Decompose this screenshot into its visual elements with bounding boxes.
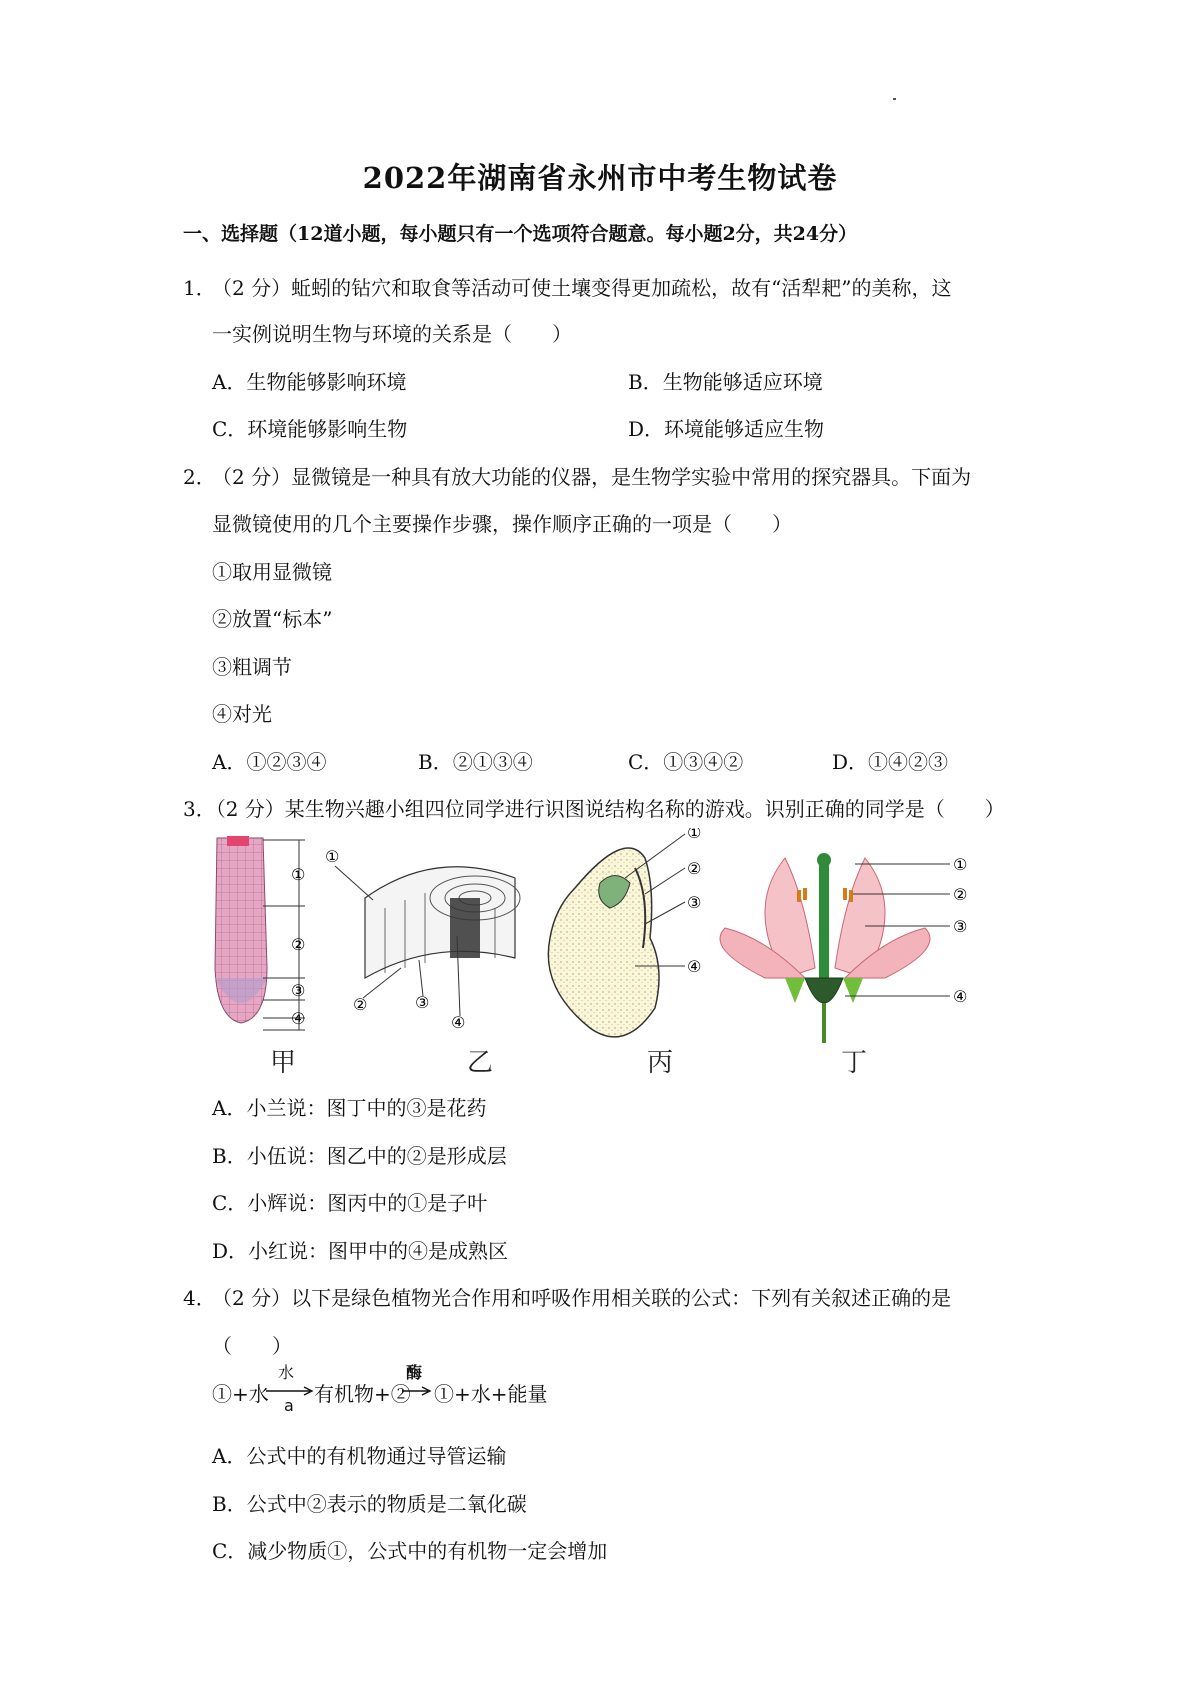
q4-stem-line2: （ ） [212, 1334, 292, 1358]
q3-option-a: A．小兰说：图丁中的③是花药 [212, 1096, 487, 1120]
bing-mark-4: ④ [687, 957, 702, 976]
scan-dot [893, 98, 896, 100]
yi-mark-4: ④ [451, 1013, 466, 1032]
q1-option-b: B．生物能够适应环境 [628, 370, 823, 394]
q1-stem-line1: （2 分）蚯蚓的钻穴和取食等活动可使土壤变得更加疏松，故有“活犁耙”的美称，这 [212, 276, 952, 300]
figure-label-ding: 丁 [841, 1048, 868, 1078]
arrow-icon [402, 1386, 432, 1396]
ding-mark-1: ① [953, 855, 968, 874]
q2-step-3: ③粗调节 [212, 655, 292, 679]
figure-jia-root-tip [215, 836, 305, 1030]
section-heading: 一、选择题（12道小题，每小题只有一个选项符合题意。每小题2分，共24分） [183, 223, 858, 245]
q2-stem-line2: 显微镜使用的几个主要操作步骤，操作顺序正确的一项是（ ） [212, 512, 792, 536]
q2-option-c: C．①③④② [628, 750, 744, 774]
formula-arrow1-bottom: a [284, 1396, 294, 1415]
q1-option-c: C．环境能够影响生物 [212, 417, 408, 441]
figure-bing-bean-seed [548, 828, 701, 1037]
page-title: 2022年湖南省永州市中考生物试卷 [362, 161, 838, 195]
q2-stem-line1: （2 分）显微镜是一种具有放大功能的仪器，是生物学实验中常用的探究器具。下面为 [212, 465, 972, 489]
bing-mark-2: ② [687, 859, 702, 878]
q2-option-d: D．①④②③ [832, 750, 949, 774]
yi-mark-2: ② [353, 995, 368, 1014]
q2-step-4: ④对光 [212, 702, 272, 726]
bing-mark-1: ① [687, 828, 702, 842]
q1-option-d: D．环境能够适应生物 [628, 417, 825, 441]
ding-mark-4: ④ [953, 987, 968, 1006]
q4-option-b: B．公式中②表示的物质是二氧化碳 [212, 1492, 527, 1516]
bing-mark-3: ③ [687, 893, 702, 912]
q4-option-c: C．减少物质①，公式中的有机物一定会增加 [212, 1539, 608, 1563]
jia-mark-2: ② [291, 935, 306, 954]
q3-option-b: B．小伍说：图乙中的②是形成层 [212, 1144, 507, 1168]
q2-number: 2． [183, 465, 216, 489]
q2-step-1: ①取用显微镜 [212, 560, 332, 584]
ding-mark-2: ② [953, 885, 968, 904]
arrow-icon [266, 1386, 314, 1396]
q3-option-c: C．小辉说：图丙中的①是子叶 [212, 1191, 488, 1215]
yi-mark-1: ① [325, 847, 340, 866]
q1-stem-line2: 一实例说明生物与环境的关系是（ ） [212, 322, 572, 346]
q3-option-d: D．小红说：图甲中的④是成熟区 [212, 1239, 509, 1263]
q3-figure [205, 828, 1005, 1078]
ding-mark-3: ③ [953, 917, 968, 936]
figure-yi-stem-section [325, 847, 520, 1032]
formula-reactants: ①+水 [212, 1382, 269, 1406]
jia-mark-1: ① [291, 865, 306, 884]
q1-option-a: A．生物能够影响环境 [212, 370, 407, 394]
plant-structure-illustrations [205, 828, 1005, 1078]
q2-option-b: B．②①③④ [418, 750, 533, 774]
q4-number: 4． [183, 1286, 216, 1310]
q4-option-a: A．公式中的有机物通过导管运输 [212, 1444, 507, 1468]
q3-stem: 3．（2 分）某生物兴趣小组四位同学进行识图说结构名称的游戏。识别正确的同学是（ ） [183, 797, 1005, 821]
q4-stem-line1: （2 分）以下是绿色植物光合作用和呼吸作用相关联的公式：下列有关叙述正确的是 [212, 1286, 952, 1310]
formula-arrow2-top: 酶 [406, 1363, 423, 1382]
jia-mark-3: ③ [291, 981, 306, 1000]
q2-option-a: A．①②③④ [212, 750, 327, 774]
figure-ding-flower [720, 853, 967, 1043]
jia-mark-4: ④ [291, 1009, 306, 1028]
formula-products: ①+水+能量 [434, 1382, 548, 1406]
formula-middle: 有机物+② [314, 1382, 411, 1406]
formula-arrow1-top: 水 [278, 1363, 295, 1382]
figure-label-yi: 乙 [467, 1048, 494, 1078]
q1-number: 1． [183, 276, 216, 300]
q2-step-2: ②放置“标本” [212, 607, 333, 631]
q4-formula [212, 1363, 632, 1428]
yi-mark-3: ③ [415, 993, 430, 1012]
figure-label-jia: 甲 [270, 1048, 297, 1078]
figure-label-bing: 丙 [647, 1048, 674, 1078]
